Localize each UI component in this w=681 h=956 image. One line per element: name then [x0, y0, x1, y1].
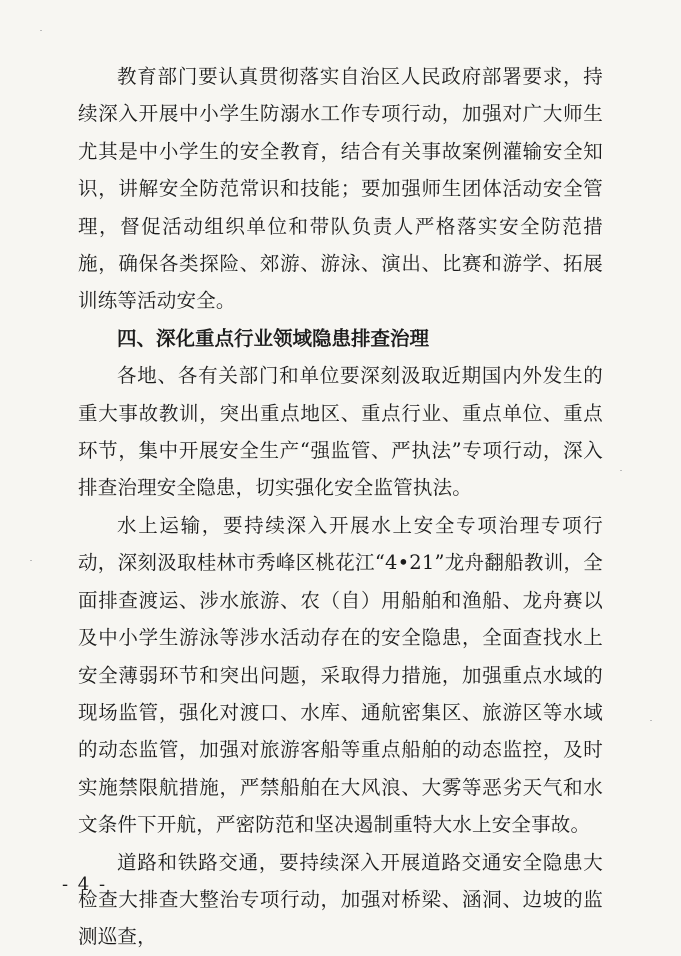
paragraph-water-transport: 水上运输，要持续深入开展水上安全专项治理专项行动，深刻汲取桂林市秀峰区桃花江“4•21”龙舟翻船教训，全面排查渡运、涉水旅游、农（自）用船舶和渔船、龙舟赛以及中小学生游泳等涉水活动存在的安全隐患，全面查找水上安全薄弱环节和突出问题，采取得力措施，加强重点水域的现场监管，强化对渡口、水库、通航密集区、旅游区等水域的动态监管，加强对旅游客船等重点船舶的动态监控，及时实施禁限航措施，严禁船舶在大风浪、大雾等恶劣天气和水文条件下开航，严密防范和坚决遏制重特大水上安全事故。: [78, 513, 603, 837]
paragraph-road-rail-traffic: 道路和铁路交通，要持续深入开展道路交通安全隐患大检查大排查大整治专项行动，加强对桥梁、涵洞、边坡的监测巡查，: [78, 850, 603, 949]
scan-speck: [30, 560, 32, 561]
paragraph-hazard-inspection: 各地、各有关部门和单位要深刻汲取近期国内外发生的重大事故教训，突出重点地区、重点行业、重点单位、重点环节，集中开展安全生产“强监管、严执法”专项行动，深入排查治理安全隐患，切实强化安全监管执法。: [78, 364, 603, 500]
scan-speck: [620, 470, 622, 471]
section-heading-four: 四、深化重点行业领域隐患排查治理: [117, 326, 430, 350]
scan-speck: [40, 30, 42, 31]
page-number: - 4 -: [62, 874, 108, 895]
document-body: [78, 58, 603, 956]
scan-speck: [650, 720, 652, 721]
paragraph-education-safety: 教育部门要认真贯彻落实自治区人民政府部署要求，持续深入开展中小学生防溺水工作专项行动，加强对广大师生尤其是中小学生的安全教育，结合有关事故案例灌输安全知识，讲解安全防范常识和技能；要加强师生团体活动安全管理，督促活动组织单位和带队负责人严格落实安全防范措施，确保各类探险、郊游、游泳、演出、比赛和游学、拓展训练等活动安全。: [78, 65, 603, 313]
